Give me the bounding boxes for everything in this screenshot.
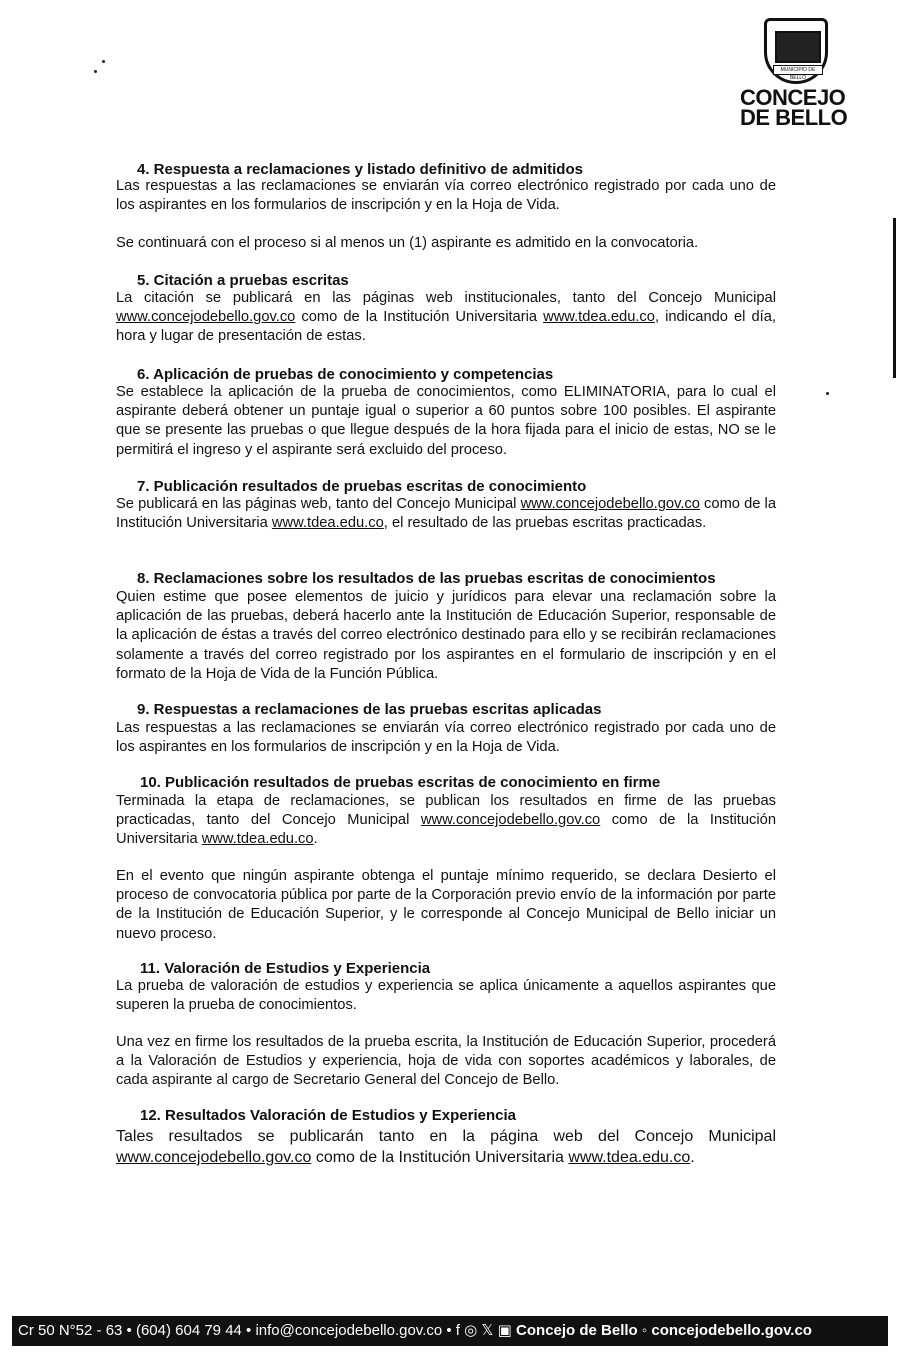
paragraph: Las respuestas a las reclamaciones se enviarán vía correo electrónico registrado por cada uno de los aspirantes en los formularios de inscripción y en la Hoja de Vida. <box>116 178 776 214</box>
section-title: 11. Valoración de Estudios y Experiencia <box>140 960 431 977</box>
section-title: 4. Respuesta a reclamaciones y listado definitivo de admitidos <box>137 161 583 178</box>
paragraph: Tales resultados se publicarán tanto en la página web del Concejo Municipal www.concejodebello.gov.co como de la Institución Universitaria www.tdea.edu.co. <box>116 1128 776 1166</box>
footer-handle: Concejo de Bello <box>516 1322 638 1339</box>
footer-contact: Cr 50 N°52 - 63 • (604) 604 79 44 • info@concejodebello.gov.co • <box>18 1322 452 1339</box>
section-title: 8. Reclamaciones sobre los resultados de las pruebas escritas de conocimientos <box>137 570 716 587</box>
paragraph: Las respuestas a las reclamaciones se enviarán vía correo electrónico registrado por cada uno de los aspirantes en los formularios de inscripción y en la Hoja de Vida. <box>116 720 776 756</box>
instagram-icon[interactable]: ◎ <box>464 1322 478 1339</box>
tdea-website-link[interactable]: www.tdea.edu.co <box>568 1149 691 1166</box>
section-title: 12. Resultados Valoración de Estudios y Experiencia <box>140 1107 516 1124</box>
concejo-website-link[interactable]: www.concejodebello.gov.co <box>116 309 296 326</box>
section-title: 6. Aplicación de pruebas de conocimiento y competencias <box>137 366 554 383</box>
scan-speck <box>102 60 105 63</box>
concejo-logo <box>740 18 855 128</box>
section-title: 7. Publicación resultados de pruebas escritas de conocimiento <box>137 478 587 495</box>
footer-site[interactable]: concejodebello.gov.co <box>651 1322 812 1339</box>
tdea-website-link[interactable]: www.tdea.edu.co <box>201 831 314 848</box>
logo-wordmark: CONCEJO DE BELLO <box>740 85 848 130</box>
tdea-website-link[interactable]: www.tdea.edu.co <box>543 309 655 326</box>
concejo-website-link[interactable]: www.concejodebello.gov.co <box>116 1149 312 1166</box>
paragraph: Terminada la etapa de reclamaciones, se publican los resultados en firme de las pruebas practicadas, tanto del Concejo Municipal www.concejodebello.gov.co como de la Institución Universitaria www.tdea.edu.co. <box>116 793 777 848</box>
section-title: 5. Citación a pruebas escritas <box>137 272 349 289</box>
paragraph: Se publicará en las páginas web, tanto del Concejo Municipal www.concejodebello.gov.co como de la Institución Universitaria www.tdea.edu.co, el resultado de las pruebas escritas practicadas. <box>116 496 776 532</box>
concejo-website-link[interactable]: www.concejodebello.gov.co <box>420 812 601 829</box>
x-icon[interactable]: 𝕏 <box>481 1322 494 1339</box>
facebook-icon[interactable]: f <box>455 1322 460 1339</box>
tdea-website-link[interactable]: www.tdea.edu.co <box>271 515 384 532</box>
municipal-seal-icon: MUNICIPIO DE BELLO <box>764 18 828 84</box>
section-title: 10. Publicación resultados de pruebas escritas de conocimiento en firme <box>140 774 661 791</box>
paragraph: Se continuará con el proceso si al menos un (1) aspirante es admitido en la convocatoria. <box>116 235 699 251</box>
paragraph: Se establece la aplicación de la prueba de conocimientos, como ELIMINATORIA, para lo cual el aspirante deberá obtener un puntaje igual o superior a 60 puntos sobre 100 posibles. El aspirante que se presente las pruebas o que llegue después de la hora fijada para el inicio de estas, NO se le permitirá el ingreso y el aspirante será excluido del proceso. <box>116 384 776 458</box>
paragraph: La citación se publicará en las páginas web institucionales, tanto del Concejo Municipal www.concejodebello.gov.co como de la Institución Universitaria www.tdea.edu.co, indicando el día, hora y lugar de presentación de estas. <box>116 290 776 345</box>
margin-rule <box>893 218 896 378</box>
youtube-icon[interactable]: ▣ <box>497 1322 512 1339</box>
footer-bar: Cr 50 N°52 - 63 • (604) 604 79 44 • info@concejodebello.gov.co • f ◎ 𝕏 ▣ Concejo de Bello ◦ concejodebello.gov.co <box>12 1316 888 1346</box>
section-title: 9. Respuestas a reclamaciones de las pruebas escritas aplicadas <box>137 701 602 718</box>
paragraph: En el evento que ningún aspirante obtenga el puntaje mínimo requerido, se declara Desierto el proceso de convocatoria pública por parte de la Corporación previo envío de la información por parte de la Institución de Educación Superior, y le corresponde al Concejo Municipal de Bello iniciar un nuevo proceso. <box>116 868 776 942</box>
scan-speck <box>94 70 97 73</box>
concejo-website-link[interactable]: www.concejodebello.gov.co <box>520 496 700 512</box>
scan-speck <box>826 392 829 395</box>
paragraph: Una vez en firme los resultados de la prueba escrita, la Institución de Educación Superior, procederá a la Valoración de Estudios y experiencia, hoja de vida con soportes académicos y laborales, de cada aspirante al cargo de Secretario General del Concejo de Bello. <box>116 1034 776 1089</box>
paragraph: La prueba de valoración de estudios y experiencia se aplica únicamente a aquellos aspirantes que superen la prueba de conocimientos. <box>116 978 776 1014</box>
paragraph: Quien estime que posee elementos de juicio y jurídicos para elevar una reclamación sobre la aplicación de las pruebas, deberá hacerlo ante la Institución de Educación Superior, responsable de la aplicación de éstas a través del correo electrónico destinado para ello y se recibirán reclamaciones solamente a través del correo registrado por los aspirantes en el formulario de inscripción y en el formato de la Hoja de Vida de la Función Pública. <box>116 589 776 682</box>
